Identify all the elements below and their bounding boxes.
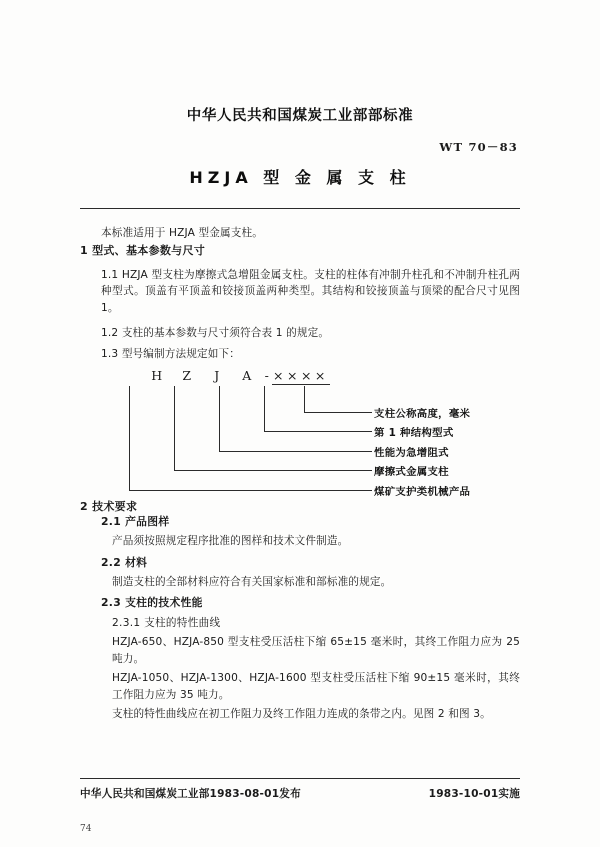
model-code-letters — [142, 368, 330, 385]
leader-line-1-vertical — [304, 386, 305, 412]
code-letter-a: A — [242, 368, 252, 383]
title-divider — [80, 208, 520, 209]
model-code-label-5: 煤矿支护类机械产品 — [374, 486, 471, 498]
section-2-heading: 2 技术要求 — [80, 500, 138, 513]
clause-1-1: 1.1 HZJA 型支柱为摩擦式急增阻金属支柱。支柱的柱体有冲制升柱孔和不冲制升柱孔两种型式。顶盖有平顶盖和铰接顶盖两种类型。其结构和铰接顶盖与顶梁的配合尺寸见图 1。 — [101, 268, 520, 314]
leader-line-4-horizontal — [174, 470, 372, 471]
clause-2-2-body: 制造支柱的全部材料应符合有关国家标准和部标准的规定。 — [112, 575, 392, 588]
model-code-label-2: 第 1 种结构型式 — [374, 427, 454, 439]
clause-2-3-1-heading: 2.3.1 支柱的特性曲线 — [112, 617, 221, 629]
document-content — [80, 0, 520, 723]
model-code-label-4: 摩擦式金属支柱 — [374, 466, 449, 478]
leader-line-1-horizontal — [304, 412, 372, 413]
leader-line-5-horizontal — [129, 490, 372, 491]
leader-line-3-vertical — [219, 386, 220, 451]
clause-2-3-heading: 2.3 支柱的技术性能 — [101, 596, 203, 609]
leader-line-3-horizontal — [219, 451, 372, 452]
footer-divider — [80, 778, 520, 779]
model-code-label-3: 性能为急增阻式 — [374, 447, 449, 459]
clause-2-1-body: 产品须按照规定程序批准的图样和技术文件制造。 — [112, 535, 349, 547]
section-1-heading: 1 型式、基本参数与尺寸 — [80, 243, 206, 257]
page-footer — [80, 778, 520, 801]
leader-line-5-vertical — [129, 386, 130, 490]
model-code-label-1: 支柱公称高度，毫米 — [374, 408, 471, 420]
clause-1-3: 1.3 型号编制方法规定如下： — [101, 347, 240, 360]
code-separator: - — [264, 368, 270, 383]
code-letter-j: J — [214, 368, 220, 383]
leader-line-2-horizontal — [264, 431, 372, 432]
footer-implementation-date: 1983-10-01实施 — [428, 788, 520, 800]
model-code-diagram — [80, 368, 520, 496]
code-letter-z: Z — [182, 368, 192, 383]
clause-1-2: 1.2 支柱的基本参数与尺寸须符合表 1 的规定。 — [101, 327, 330, 339]
leader-line-2-vertical — [264, 386, 265, 431]
clause-2-1-heading: 2.1 产品图样 — [101, 515, 170, 528]
scope-paragraph: 本标准适用于 HZJA 型金属支柱。 — [101, 227, 263, 239]
organization-title: 中华人民共和国煤炭工业部部标准 — [186, 108, 414, 124]
clause-2-3-1-paragraph-2: HZJA-1050、HZJA-1300、HZJA-1600 型支柱受压活柱下缩 90±15 毫米时，其终工作阻力应为 35 吨力。 — [112, 672, 520, 701]
code-letter-h: H — [151, 368, 163, 383]
leader-line-4-vertical — [174, 386, 175, 470]
clause-2-3-1-paragraph-1: HZJA-650、HZJA-850 型支柱受压活柱下缩 65±15 毫米时，其终工作阻力应为 25 吨力。 — [112, 636, 520, 665]
clause-2-3-1-paragraph-3: 支柱的特性曲线应在初工作阻力及终工作阻力连成的条带之内。见图 2 和图 3。 — [112, 708, 491, 720]
clause-2-2-heading: 2.2 材料 — [101, 555, 148, 569]
page-number: 74 — [80, 824, 92, 834]
document-title: HZJA 型 金 属 支 柱 — [189, 168, 411, 187]
code-digits: ×××× — [273, 368, 329, 383]
footer-publisher: 中华人民共和国煤炭工业部1983-08-01发布 — [80, 788, 301, 800]
standard-number: WT 70－83 — [439, 140, 518, 154]
